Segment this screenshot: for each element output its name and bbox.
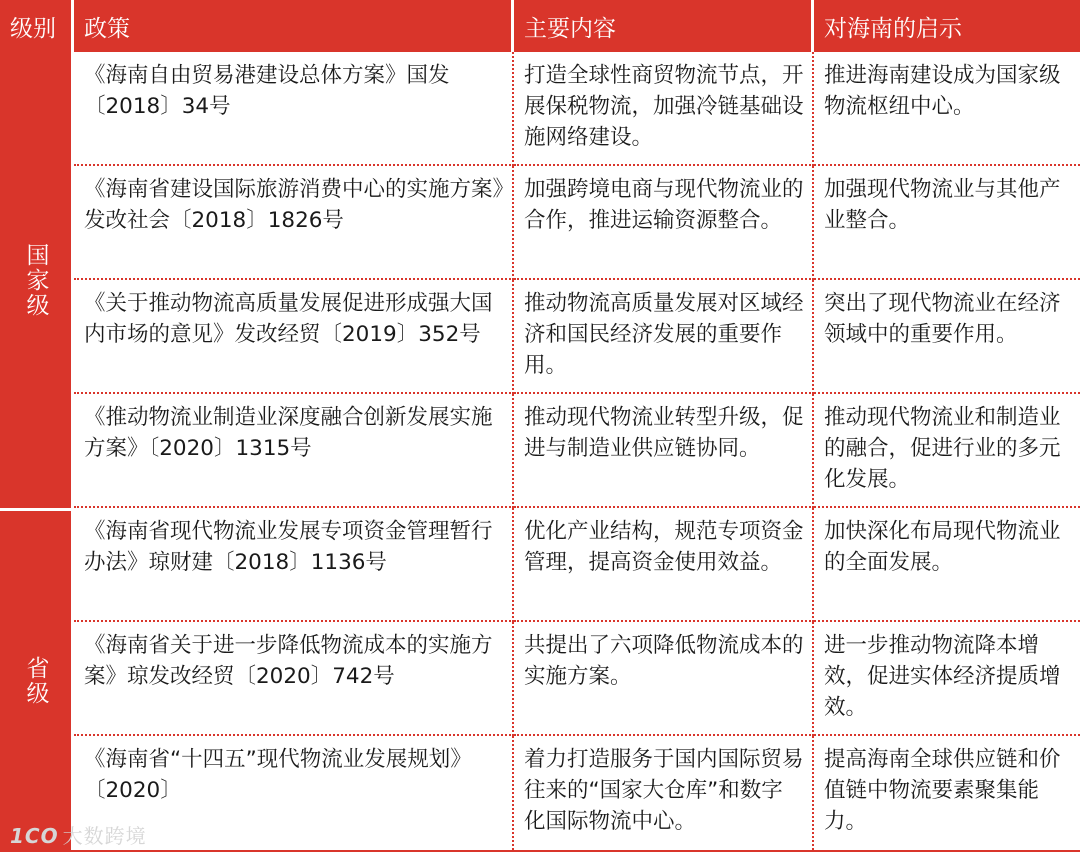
level-national: 国家级 — [0, 52, 74, 508]
watermark — [10, 820, 147, 849]
insight-cell: 推进海南建设成为国家级物流枢纽中心。 — [814, 52, 1080, 166]
content-cell: 推动物流高质量发展对区域经济和国民经济发展的重要作用。 — [514, 280, 814, 394]
insight-cell: 进一步推动物流降本增效，促进实体经济提质增效。 — [814, 622, 1080, 736]
content-cell: 优化产业结构，规范专项资金管理，提高资金使用效益。 — [514, 508, 814, 622]
insight-cell: 加强现代物流业与其他产业整合。 — [814, 166, 1080, 280]
policy-cell: 《海南省关于进一步降低物流成本的实施方案》琼发改经贸〔2020〕742号 — [74, 622, 514, 736]
policy-cell: 《关于推动物流高质量发展促进形成强大国内市场的意见》发改经贸〔2019〕352号 — [74, 280, 514, 394]
content-cell: 打造全球性商贸物流节点，开展保税物流，加强冷链基础设施网络建设。 — [514, 52, 814, 166]
header-level: 级别 — [0, 0, 74, 52]
header-policy: 政策 — [74, 0, 514, 52]
policy-cell: 《海南省建设国际旅游消费中心的实施方案》发改社会〔2018〕1826号 — [74, 166, 514, 280]
policy-cell: 《海南省现代物流业发展专项资金管理暂行办法》琼财建〔2018〕1136号 — [74, 508, 514, 622]
policy-cell: 《海南自由贸易港建设总体方案》国发〔2018〕34号 — [74, 52, 514, 166]
policy-cell: 《推动物流业制造业深度融合创新发展实施方案》〔2020〕1315号 — [74, 394, 514, 508]
insight-cell: 突出了现代物流业在经济领域中的重要作用。 — [814, 280, 1080, 394]
content-cell: 共提出了六项降低物流成本的实施方案。 — [514, 622, 814, 736]
insight-cell: 提高海南全球供应链和价值链中物流要素聚集能力。 — [824, 747, 1061, 834]
content-cell: 着力打造服务于国内国际贸易往来的“国家大仓库”和数字化国际物流中心。 — [514, 736, 814, 850]
insight-cell: 推动现代物流业和制造业的融合，促进行业的多元化发展。 — [814, 394, 1080, 508]
watermark-logo: 1CO — [10, 824, 59, 848]
level-provincial: 省级 — [0, 508, 74, 850]
insight-cell: 加快深化布局现代物流业的全面发展。 — [814, 508, 1080, 622]
content-cell: 加强跨境电商与现代物流业的合作，推进运输资源整合。 — [514, 166, 814, 280]
content-cell: 推动现代物流业转型升级，促进与制造业供应链协同。 — [514, 394, 814, 508]
header-insight: 对海南的启示 — [814, 0, 1080, 52]
watermark-text: 大数跨境 — [62, 824, 147, 848]
policy-cell: 《海南省“十四五”现代物流业发展规划》〔2020〕 — [74, 736, 514, 850]
header-content: 主要内容 — [514, 0, 814, 52]
